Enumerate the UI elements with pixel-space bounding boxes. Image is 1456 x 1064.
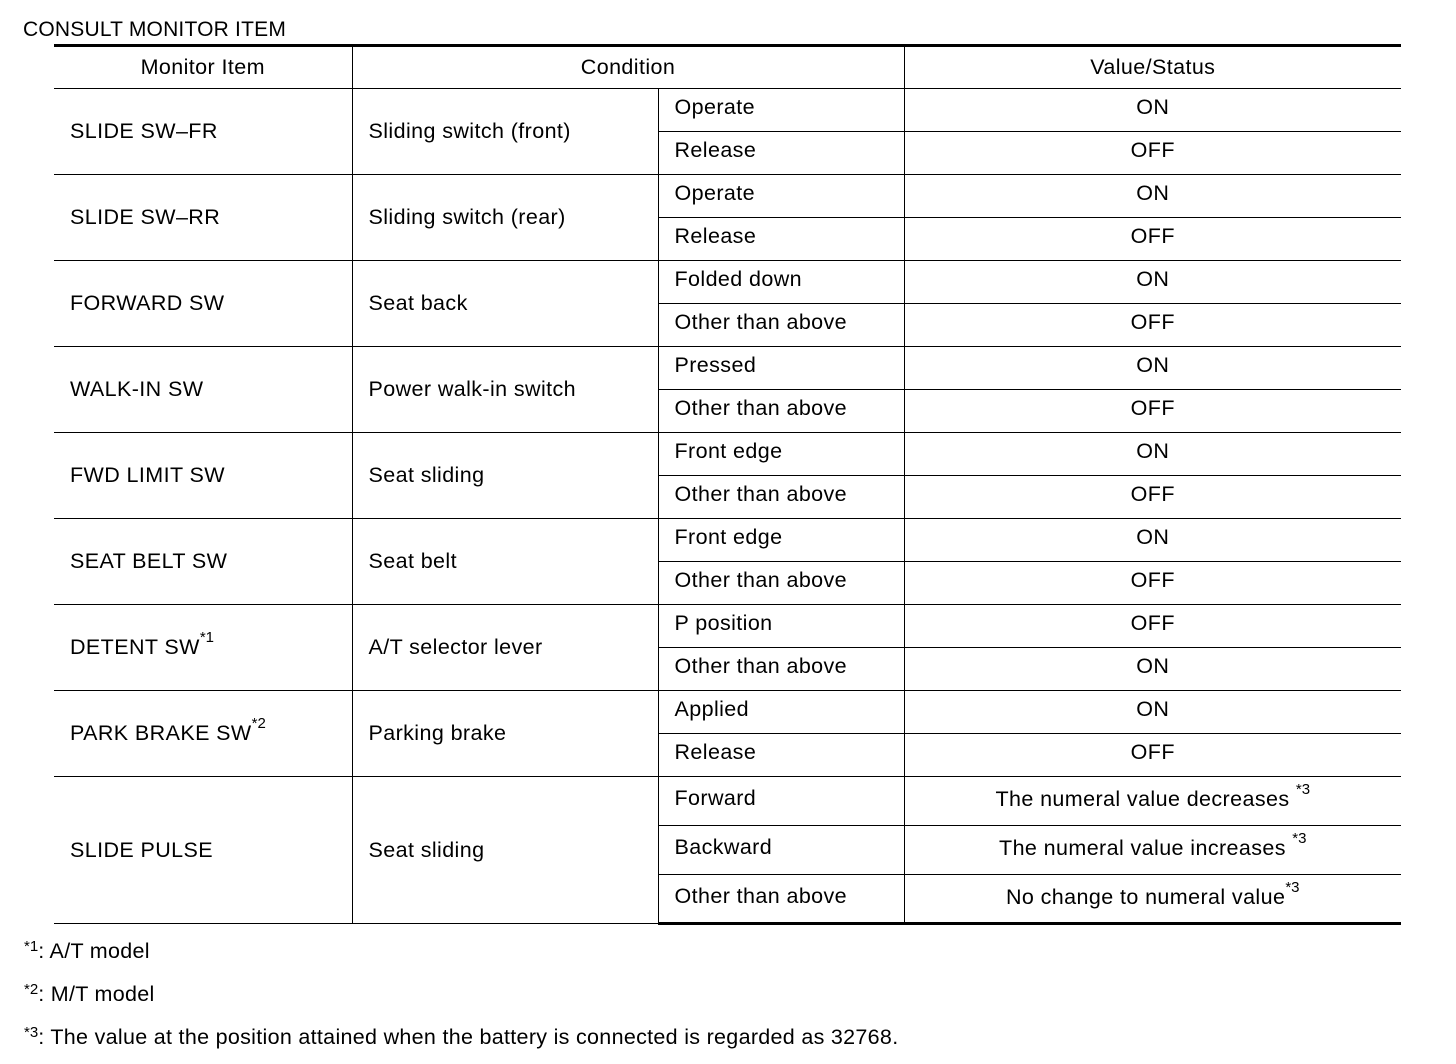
sub-condition-cell (658, 347, 904, 390)
sub-condition-cell (658, 261, 904, 304)
value-status-wrap (905, 181, 1402, 206)
footnote-text: : The value at the position attained when the battery is connected is regarded as 32768. (38, 1025, 899, 1049)
table-row (54, 89, 1401, 132)
value-status-cell (904, 433, 1401, 476)
sub-condition-label: Other than above (674, 310, 848, 334)
value-status-cell (904, 175, 1401, 218)
monitor-item-cell (54, 691, 352, 777)
value-status-wrap (905, 353, 1402, 378)
value-status-cell (904, 734, 1401, 777)
sub-condition-label: Operate (674, 181, 755, 205)
value-status-wrap (905, 267, 1402, 292)
value-status-wrap (905, 654, 1402, 679)
value-status-text: OFF (1130, 310, 1175, 334)
value-status-text: OFF (1130, 611, 1175, 635)
sub-condition-cell (658, 433, 904, 476)
consult-monitor-table (54, 44, 1401, 925)
value-status-cell (904, 304, 1401, 347)
value-status-wrap (905, 439, 1402, 464)
value-status-wrap (905, 224, 1402, 249)
sub-condition-cell (658, 691, 904, 734)
condition-cell: Seat back (352, 261, 658, 347)
sub-condition-label: Other than above (674, 396, 848, 420)
sub-condition-label: Forward (674, 786, 757, 810)
value-status-text: OFF (1130, 138, 1175, 162)
footnote-ref: *3 (1295, 781, 1311, 798)
footnote-ref: *3 (1285, 879, 1300, 896)
value-status-text: ON (1136, 525, 1170, 549)
value-status-text: ON (1136, 697, 1170, 721)
sub-condition-label: Operate (674, 95, 755, 119)
value-status-text: ON (1136, 95, 1170, 119)
value-status-wrap (905, 611, 1402, 636)
sub-condition-cell (658, 132, 904, 175)
sub-condition-cell (658, 562, 904, 605)
table-row (54, 777, 1401, 826)
value-status-wrap (905, 138, 1402, 163)
sub-condition-cell (658, 605, 904, 648)
value-status-wrap (905, 95, 1402, 120)
monitor-item-cell (54, 605, 352, 691)
condition-cell: Seat sliding (352, 433, 658, 519)
monitor-item-cell (54, 261, 352, 347)
table-row (54, 175, 1401, 218)
value-status-cell (904, 390, 1401, 433)
sub-condition-cell (658, 476, 904, 519)
sub-condition-cell (658, 390, 904, 433)
value-status-text: OFF (1130, 740, 1175, 764)
value-status-cell (904, 347, 1401, 390)
sub-condition-cell (658, 304, 904, 347)
sub-condition-label: Applied (674, 697, 750, 721)
monitor-item-cell (54, 519, 352, 605)
table-row (54, 691, 1401, 734)
value-status-wrap (905, 781, 1402, 812)
sub-condition-label: Front edge (674, 525, 783, 549)
value-status-cell (904, 777, 1401, 826)
value-status-cell (904, 476, 1401, 519)
value-status-text: ON (1136, 439, 1170, 463)
footnote-text: : A/T model (38, 939, 150, 963)
value-status-cell (904, 218, 1401, 261)
value-status-text: ON (1136, 267, 1170, 291)
sub-condition-label: Backward (674, 835, 773, 859)
value-status-cell (904, 261, 1401, 304)
value-status-cell (904, 89, 1401, 132)
table-row (54, 605, 1401, 648)
value-status-text: OFF (1130, 396, 1175, 420)
table-row (54, 347, 1401, 390)
condition-cell: Seat belt (352, 519, 658, 605)
footnote-ref: *1 (199, 629, 215, 646)
sub-condition-label: Other than above (674, 884, 848, 908)
monitor-item-label: FORWARD SW (70, 291, 225, 315)
monitor-item-label: SEAT BELT SW (70, 549, 228, 573)
value-status-wrap (905, 482, 1402, 507)
value-status-cell (904, 648, 1401, 691)
sub-condition-label: P position (674, 611, 773, 635)
monitor-item-cell (54, 433, 352, 519)
condition-cell: Parking brake (352, 691, 658, 777)
sub-condition-label: Other than above (674, 568, 848, 592)
monitor-item-cell (54, 347, 352, 433)
condition-cell: A/T selector lever (352, 605, 658, 691)
sub-condition-label: Other than above (674, 482, 848, 506)
value-status-text: The numeral value increases (999, 836, 1293, 860)
sub-condition-cell (658, 875, 904, 924)
sub-condition-label: Release (674, 740, 757, 764)
value-status-text: The numeral value decreases (995, 787, 1296, 811)
sub-condition-cell (658, 826, 904, 875)
value-status-cell (904, 562, 1401, 605)
monitor-item-label: SLIDE SW–FR (70, 119, 218, 143)
monitor-item-label: SLIDE PULSE (70, 837, 214, 862)
sub-condition-cell (658, 734, 904, 777)
value-status-cell (904, 605, 1401, 648)
sub-condition-label: Other than above (674, 654, 848, 678)
value-status-wrap (905, 740, 1402, 765)
footnote-mark: *2 (24, 981, 39, 998)
header-value-status: Value/Status (904, 46, 1401, 89)
monitor-item-label: FWD LIMIT SW (70, 463, 225, 487)
sub-condition-cell (658, 519, 904, 562)
value-status-text: No change to numeral value (1006, 885, 1286, 909)
value-status-text: ON (1136, 353, 1170, 377)
value-status-text: ON (1136, 181, 1170, 205)
table-row (54, 433, 1401, 476)
sub-condition-label: Folded down (674, 267, 803, 291)
value-status-wrap (905, 830, 1402, 861)
condition-cell: Power walk-in switch (352, 347, 658, 433)
sub-condition-cell (658, 648, 904, 691)
sub-condition-cell (658, 218, 904, 261)
value-status-wrap (905, 697, 1402, 722)
sub-condition-label: Release (674, 224, 757, 248)
value-status-cell (904, 826, 1401, 875)
table-header-row (54, 46, 1401, 89)
monitor-item-label: WALK-IN SW (70, 377, 204, 401)
monitor-item-label: PARK BRAKE SW (70, 721, 252, 745)
monitor-item-label: SLIDE SW–RR (70, 205, 221, 229)
value-status-wrap (905, 525, 1402, 550)
condition-cell: Sliding switch (front) (352, 89, 658, 175)
sub-condition-cell (658, 175, 904, 218)
value-status-cell (904, 519, 1401, 562)
sub-condition-label: Pressed (674, 353, 757, 377)
value-status-cell (904, 691, 1401, 734)
value-status-text: OFF (1130, 482, 1175, 506)
footnotes (24, 933, 898, 1062)
header-monitor-item: Monitor Item (54, 46, 352, 89)
table-row (54, 261, 1401, 304)
condition-cell: Sliding switch (rear) (352, 175, 658, 261)
value-status-wrap (905, 879, 1402, 910)
value-status-text: OFF (1130, 224, 1175, 248)
footnote (24, 933, 898, 976)
sub-condition-label: Front edge (674, 439, 783, 463)
condition-cell: Seat sliding (352, 777, 658, 924)
value-status-wrap (905, 310, 1402, 335)
sub-condition-cell (658, 89, 904, 132)
footnote-mark: *1 (24, 938, 39, 955)
footnote-ref: *2 (251, 715, 266, 732)
table-row (54, 519, 1401, 562)
footnote (24, 1019, 898, 1062)
monitor-item-cell (54, 175, 352, 261)
value-status-text: OFF (1130, 568, 1175, 592)
value-status-text: ON (1136, 654, 1170, 678)
monitor-item-cell (54, 777, 352, 924)
value-status-cell (904, 132, 1401, 175)
sub-condition-label: Release (674, 138, 757, 162)
value-status-cell (904, 875, 1401, 924)
table-body (54, 89, 1401, 924)
footnote-ref: *3 (1292, 830, 1307, 847)
document-title: CONSULT MONITOR ITEM (23, 18, 287, 41)
footnote-text: : M/T model (38, 982, 155, 1006)
monitor-item-label: DETENT SW (70, 635, 200, 659)
value-status-wrap (905, 568, 1402, 593)
value-status-wrap (905, 396, 1402, 421)
monitor-item-cell (54, 89, 352, 175)
footnote-mark: *3 (24, 1024, 39, 1041)
sub-condition-cell (658, 777, 904, 826)
footnote (24, 976, 898, 1019)
header-condition: Condition (352, 46, 904, 89)
